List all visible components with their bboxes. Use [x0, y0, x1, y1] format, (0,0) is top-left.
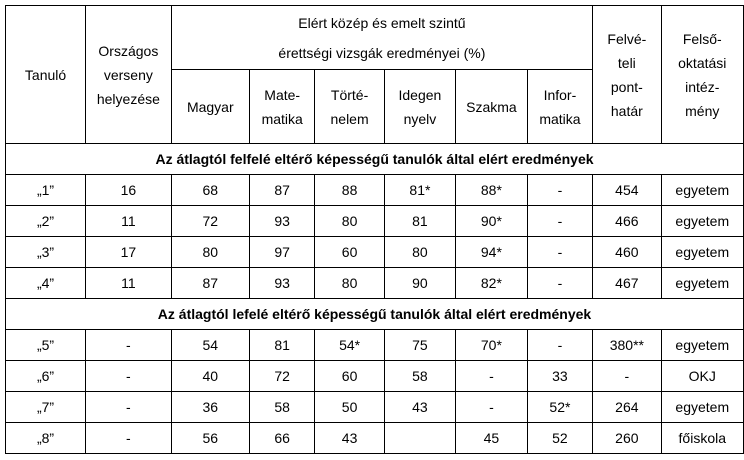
cell-student: „5”	[6, 330, 86, 361]
header-threshold: Felvé- teli pont- határ	[593, 6, 661, 144]
table-row	[6, 175, 744, 206]
cell-institution: egyetem	[661, 392, 743, 423]
cell-tortenelem: 80	[315, 206, 384, 237]
cell-magyar: 72	[171, 206, 249, 237]
cell-threshold: 466	[593, 206, 661, 237]
header-subject-magyar: Magyar	[171, 70, 249, 144]
cell-student: „4”	[6, 268, 86, 299]
cell-threshold: 380**	[593, 330, 661, 361]
section-title: Az átlagtól lefelé eltérő képességű tanulók által elért eredmények	[6, 299, 744, 330]
cell-institution: főiskola	[661, 423, 743, 454]
table-row	[6, 237, 744, 268]
table-row	[6, 392, 744, 423]
header-subject-szakma: Szakma	[456, 70, 528, 144]
cell-idegen-nyelv: 58	[384, 361, 455, 392]
cell-magyar: 87	[171, 268, 249, 299]
cell-informatika: -	[527, 330, 592, 361]
table-row	[6, 423, 744, 454]
cell-idegen-nyelv: 80	[384, 237, 455, 268]
cell-magyar: 54	[171, 330, 249, 361]
cell-threshold: 454	[593, 175, 661, 206]
cell-matematika: 66	[249, 423, 314, 454]
cell-idegen-nyelv: 43	[384, 392, 455, 423]
results-table	[5, 5, 744, 454]
cell-tortenelem: 43	[315, 423, 384, 454]
cell-magyar: 40	[171, 361, 249, 392]
cell-threshold: -	[593, 361, 661, 392]
cell-institution: egyetem	[661, 330, 743, 361]
cell-informatika: -	[527, 237, 592, 268]
cell-tortenelem: 80	[315, 268, 384, 299]
header-subject-informatika: Infor- matika	[527, 70, 592, 144]
cell-rank: 11	[86, 268, 172, 299]
cell-magyar: 56	[171, 423, 249, 454]
cell-student: „2”	[6, 206, 86, 237]
cell-tortenelem: 88	[315, 175, 384, 206]
cell-szakma: 82*	[456, 268, 528, 299]
cell-magyar: 36	[171, 392, 249, 423]
cell-institution: OKJ	[661, 361, 743, 392]
cell-rank: -	[86, 330, 172, 361]
cell-rank: -	[86, 392, 172, 423]
cell-rank: 11	[86, 206, 172, 237]
cell-tortenelem: 60	[315, 237, 384, 268]
header-institution: Felső- oktatási intéz- mény	[661, 6, 743, 144]
table-row	[6, 268, 744, 299]
header-subject-idegen-nyelv: Idegen nyelv	[384, 70, 455, 144]
cell-threshold: 260	[593, 423, 661, 454]
cell-student: „7”	[6, 392, 86, 423]
table-row	[6, 330, 744, 361]
table-row	[6, 206, 744, 237]
cell-idegen-nyelv: 81*	[384, 175, 455, 206]
table-body	[6, 144, 744, 454]
section-header-row	[6, 299, 744, 330]
cell-informatika: 33	[527, 361, 592, 392]
cell-idegen-nyelv	[384, 423, 455, 454]
cell-matematika: 93	[249, 268, 314, 299]
cell-rank: -	[86, 361, 172, 392]
cell-szakma: 88*	[456, 175, 528, 206]
cell-idegen-nyelv: 75	[384, 330, 455, 361]
cell-idegen-nyelv: 90	[384, 268, 455, 299]
section-title: Az átlagtól felfelé eltérő képességű tanulók által elért eredmények	[6, 144, 744, 175]
cell-informatika: -	[527, 206, 592, 237]
cell-magyar: 80	[171, 237, 249, 268]
cell-threshold: 460	[593, 237, 661, 268]
cell-magyar: 68	[171, 175, 249, 206]
cell-idegen-nyelv: 81	[384, 206, 455, 237]
cell-rank: 17	[86, 237, 172, 268]
cell-student: „6”	[6, 361, 86, 392]
cell-rank: 16	[86, 175, 172, 206]
header-student: Tanuló	[6, 6, 86, 144]
header-subject-tortenelem: Törté- nelem	[315, 70, 384, 144]
cell-informatika: 52	[527, 423, 592, 454]
cell-informatika: -	[527, 175, 592, 206]
cell-institution: egyetem	[661, 268, 743, 299]
cell-matematika: 97	[249, 237, 314, 268]
cell-threshold: 467	[593, 268, 661, 299]
cell-informatika: 52*	[527, 392, 592, 423]
cell-tortenelem: 54*	[315, 330, 384, 361]
cell-szakma: 45	[456, 423, 528, 454]
cell-student: „3”	[6, 237, 86, 268]
cell-matematika: 87	[249, 175, 314, 206]
cell-rank: -	[86, 423, 172, 454]
cell-institution: egyetem	[661, 237, 743, 268]
table-row	[6, 361, 744, 392]
cell-matematika: 72	[249, 361, 314, 392]
cell-tortenelem: 50	[315, 392, 384, 423]
cell-tortenelem: 60	[315, 361, 384, 392]
cell-matematika: 58	[249, 392, 314, 423]
cell-threshold: 264	[593, 392, 661, 423]
cell-informatika: -	[527, 268, 592, 299]
header-subject-matematika: Mate- matika	[249, 70, 314, 144]
cell-student: „8”	[6, 423, 86, 454]
cell-szakma: 70*	[456, 330, 528, 361]
cell-institution: egyetem	[661, 175, 743, 206]
cell-szakma: 94*	[456, 237, 528, 268]
cell-szakma: 90*	[456, 206, 528, 237]
cell-szakma: -	[456, 361, 528, 392]
section-header-row	[6, 144, 744, 175]
cell-student: „1”	[6, 175, 86, 206]
cell-institution: egyetem	[661, 206, 743, 237]
cell-matematika: 81	[249, 330, 314, 361]
header-exam-results: Elért közép és emelt szintű érettségi vizsgák eredményei (%)	[171, 6, 593, 70]
cell-matematika: 93	[249, 206, 314, 237]
cell-szakma: -	[456, 392, 528, 423]
header-national-rank: Országos verseny helyezése	[86, 6, 172, 144]
